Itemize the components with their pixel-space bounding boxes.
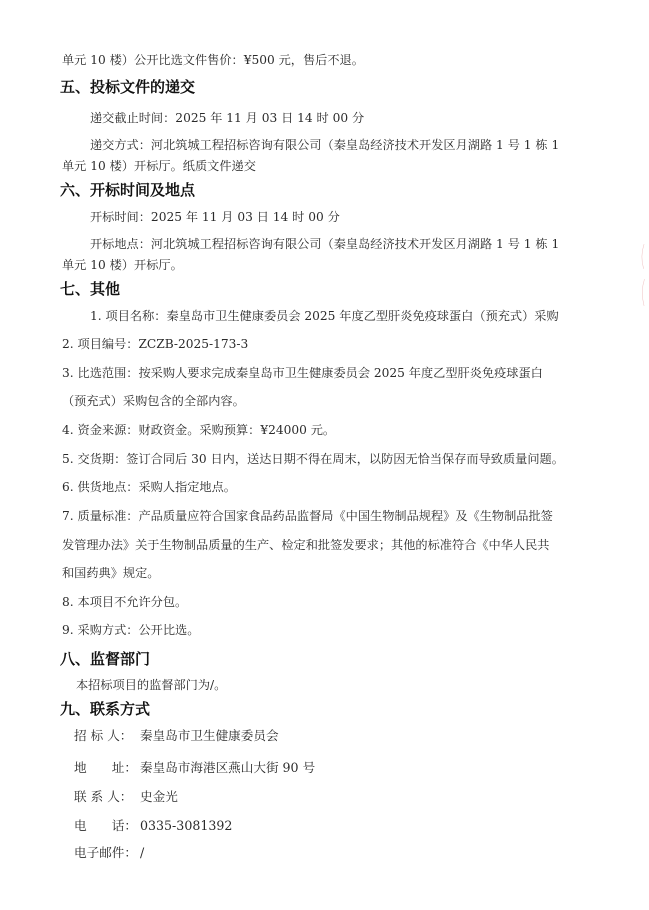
text-line: 递交截止时间：2025 年 11 月 03 日 14 时 00 分	[90, 111, 365, 125]
contact-label: 地 址：	[74, 760, 137, 775]
contact-label: 电子邮件：	[74, 845, 137, 860]
text-line: 开标时间：2025 年 11 月 03 日 14 时 00 分	[90, 210, 340, 224]
text-line: 4. 资金来源：财政资金。采购预算：¥24000 元。	[62, 423, 336, 437]
contact-row-person	[74, 789, 178, 805]
section-heading-contact: 九、联系方式	[60, 700, 151, 718]
contact-row-email	[74, 845, 144, 861]
contact-value: 秦皇岛市卫生健康委员会	[140, 728, 279, 743]
text-line: 1. 项目名称：秦皇岛市卫生健康委员会 2025 年度乙型肝炎免疫球蛋白（预充式）采购	[90, 309, 559, 323]
text-line: 开标地点：河北筑城工程招标咨询有限公司（秦皇岛经济技术开发区月湖路 1 号 1 栋 1	[90, 237, 560, 251]
text-line: 发管理办法》关于生物制品质量的生产、检定和批签发要求；其他的标准符合《中华人民共	[62, 538, 550, 552]
text-line: 8. 本项目不允许分包。	[62, 595, 188, 609]
seal-stamp-fragment	[635, 240, 649, 310]
section-heading-submission: 五、投标文件的递交	[60, 78, 196, 96]
contact-label: 联 系 人：	[74, 789, 133, 804]
text-line: 本招标项目的监督部门为/。	[76, 678, 227, 692]
text-line: 单元 10 楼）开标厅。纸质文件递交	[62, 159, 256, 173]
contact-row-tenderer	[74, 728, 279, 744]
contact-value: 史金光	[140, 789, 178, 804]
text-line: 9. 采购方式：公开比选。	[62, 623, 200, 637]
contact-value: 秦皇岛市海港区燕山大街 90 号	[140, 760, 316, 775]
section-heading-other: 七、其他	[60, 280, 121, 298]
text-line: 和国药典》规定。	[62, 566, 160, 580]
contact-label: 电 话：	[74, 818, 137, 833]
contact-row-address	[74, 760, 315, 776]
contact-value: /	[140, 845, 145, 860]
text-line: 3. 比选范围：按采购人要求完成秦皇岛市卫生健康委员会 2025 年度乙型肝炎免疫球蛋白	[62, 366, 543, 380]
contact-row-phone	[74, 818, 232, 834]
section-heading-supervision: 八、监督部门	[60, 650, 151, 668]
text-line: 7. 质量标准：产品质量应符合国家食品药品监督局《中国生物制品规程》及《生物制品批签	[62, 509, 553, 523]
contact-value: 0335-3081392	[140, 818, 233, 833]
text-line: （预充式）采购包含的全部内容。	[62, 394, 245, 408]
text-line: 递交方式：河北筑城工程招标咨询有限公司（秦皇岛经济技术开发区月湖路 1 号 1 栋 1	[90, 138, 560, 152]
text-line: 2. 项目编号：ZCZB-2025-173-3	[62, 337, 249, 351]
text-line: 5. 交货期：签订合同后 30 日内，送达日期不得在周末，以防因无恰当保存而导致质量问题。	[62, 452, 564, 466]
text-line: 6. 供货地点：采购人指定地点。	[62, 480, 236, 494]
text-line: 单元 10 楼）开标厅。	[62, 258, 183, 272]
contact-label: 招 标 人：	[74, 728, 133, 743]
section-heading-opening: 六、开标时间及地点	[60, 181, 196, 199]
text-line: 单元 10 楼）公开比选文件售价：¥500 元，售后不退。	[62, 53, 364, 67]
